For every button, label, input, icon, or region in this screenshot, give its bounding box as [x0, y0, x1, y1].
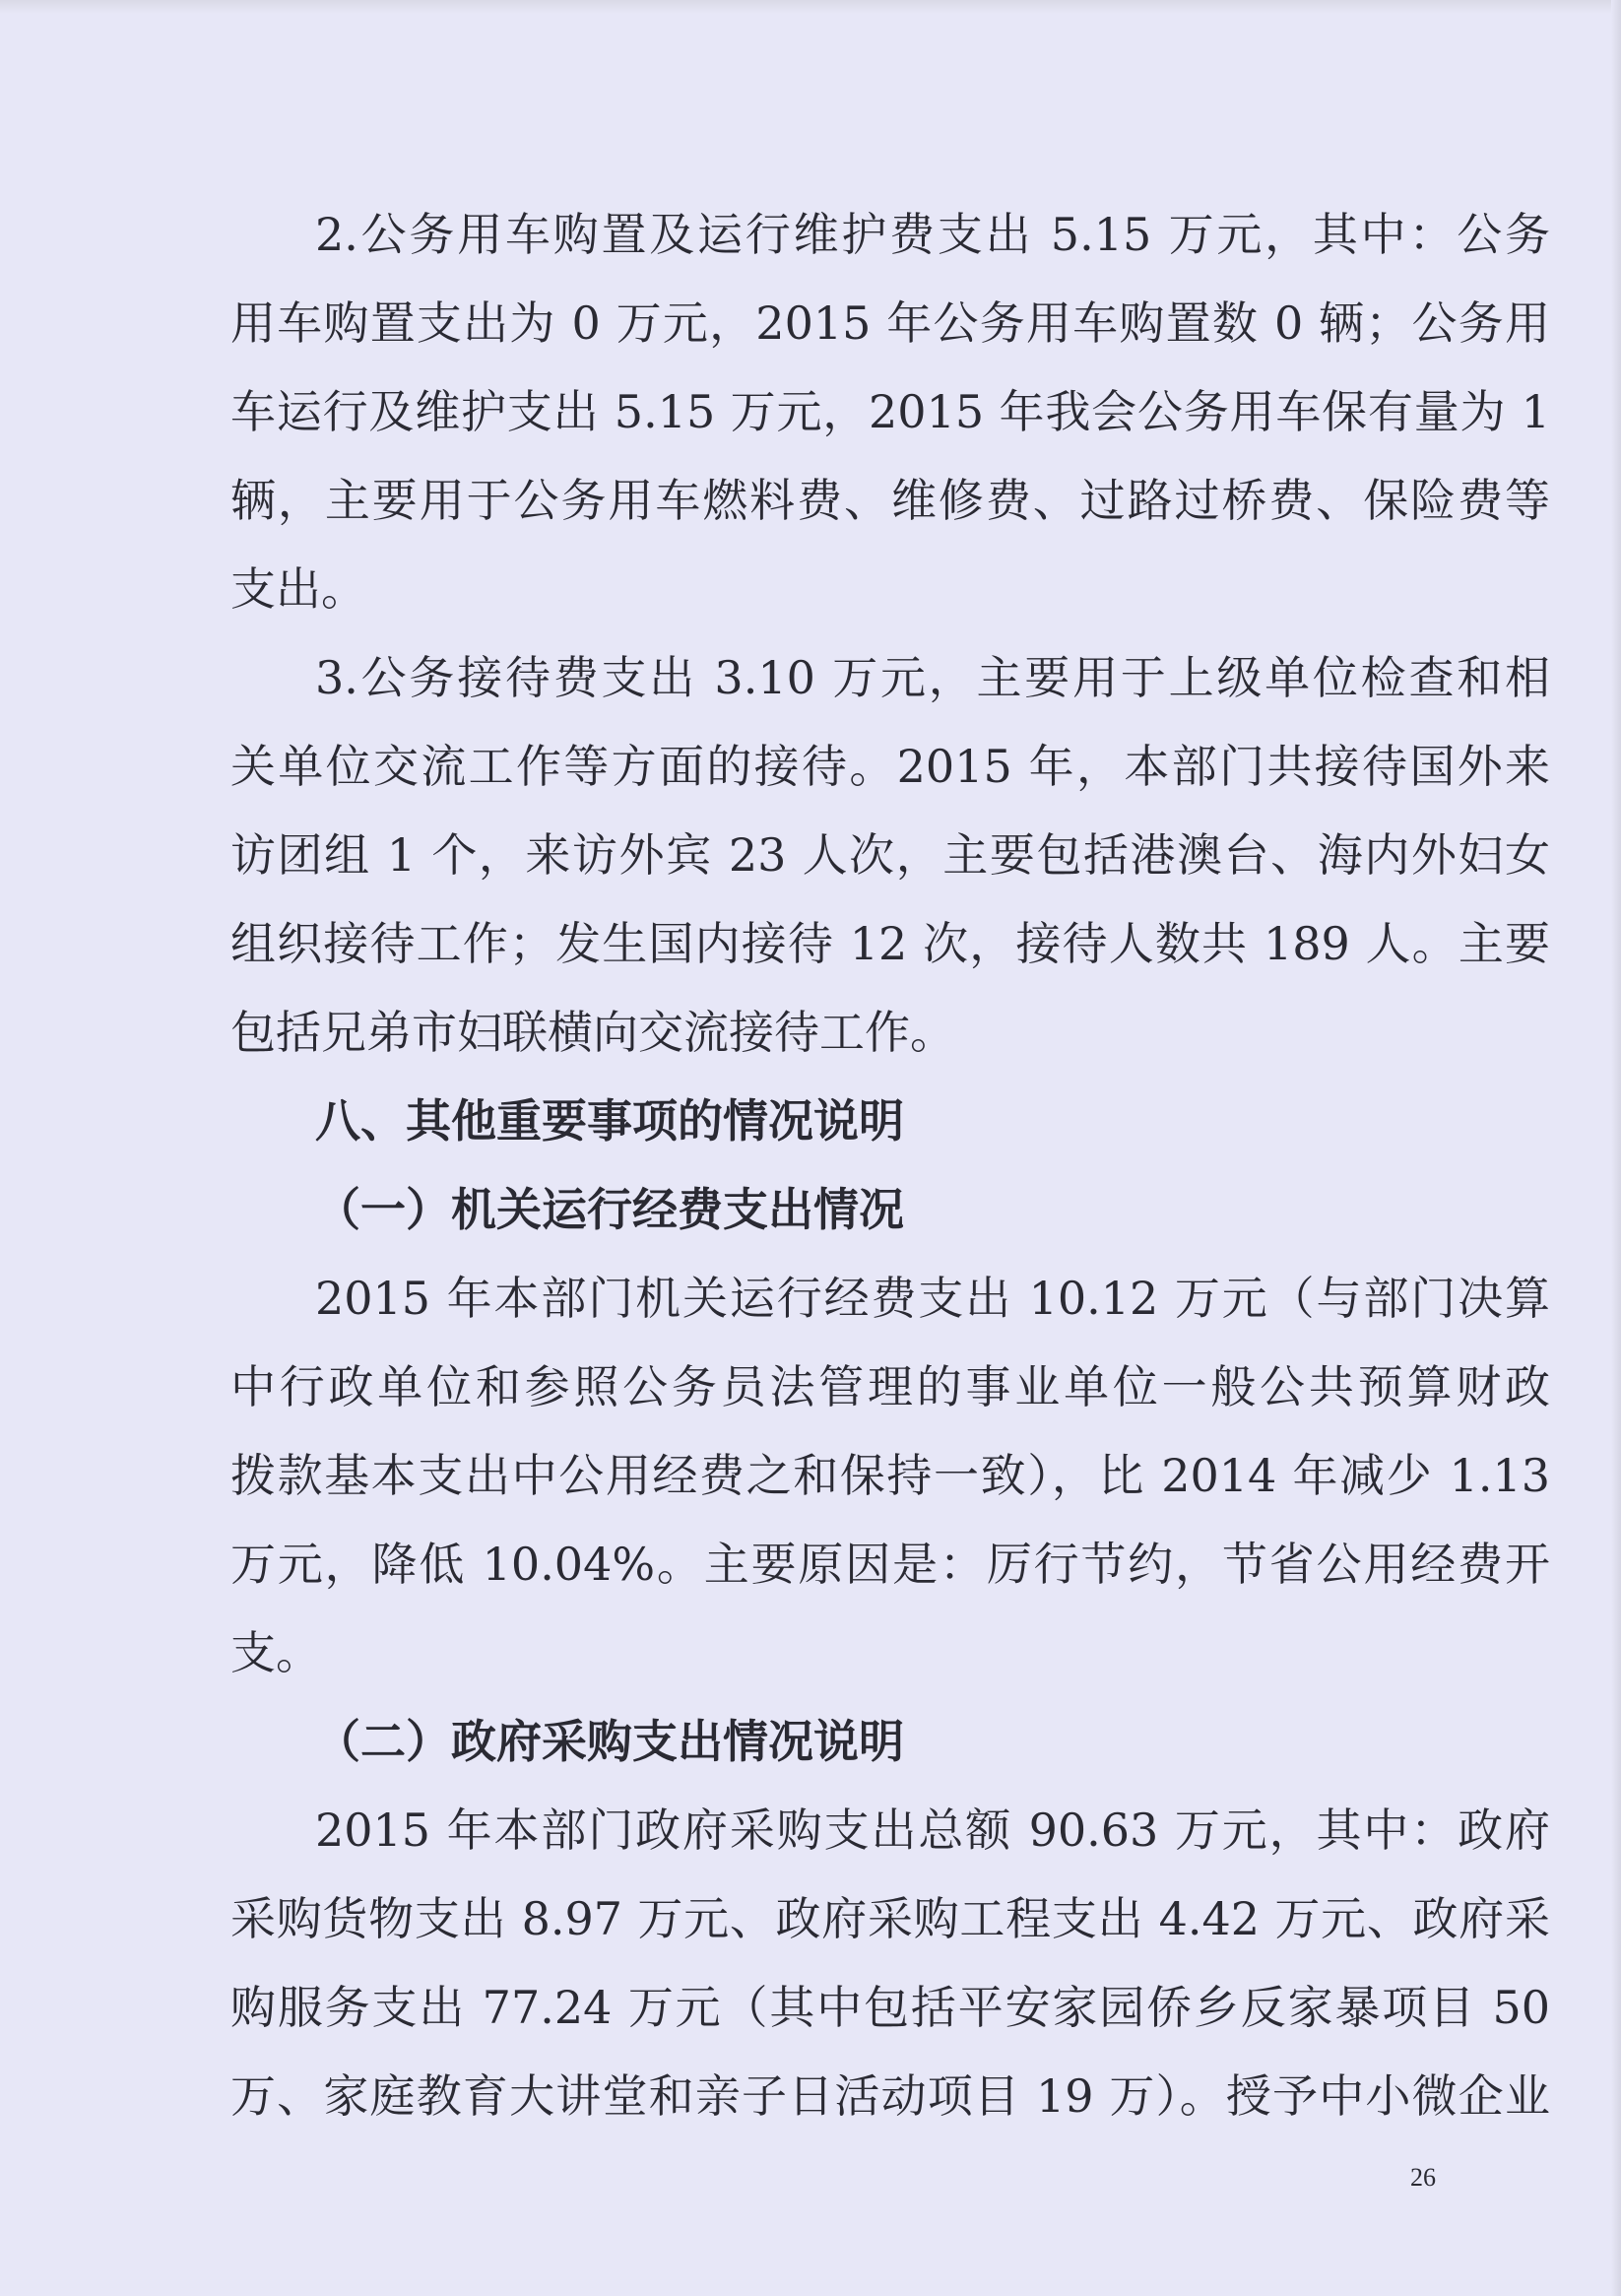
- text-line: 组织接待工作；发生国内接待 12 次，接待人数共 189 人。主要: [230, 917, 1550, 970]
- text-line: 辆，主要用于公务用车燃料费、维修费、过路过桥费、保险费等: [230, 474, 1550, 527]
- section-heading: 八、其他重要事项的情况说明: [315, 1094, 904, 1148]
- page-number: 26: [1410, 2163, 1436, 2192]
- text-line: 拨款基本支出中公用经费之和保持一致），比 2014 年减少 1.13: [230, 1449, 1550, 1502]
- text-line: 3.公务接待费支出 3.10 万元，主要用于上级单位检查和相: [315, 651, 1550, 704]
- text-line: 支出。: [230, 562, 366, 616]
- text-line: 用车购置支出为 0 万元，2015 年公务用车购置数 0 辆；公务用: [230, 296, 1550, 350]
- text-line: 采购货物支出 8.97 万元、政府采购工程支出 4.42 万元、政府采: [230, 1892, 1550, 1945]
- scan-edge-right: [1611, 0, 1621, 2296]
- text-line: 中行政单位和参照公务员法管理的事业单位一般公共预算财政: [230, 1360, 1550, 1413]
- text-line: 访团组 1 个，来访外宾 23 人次，主要包括港澳台、海内外妇女: [230, 828, 1550, 882]
- text-line: 2.公务用车购置及运行维护费支出 5.15 万元，其中：公务: [315, 208, 1550, 261]
- document-body: [230, 0, 1550, 2255]
- text-line: 车运行及维护支出 5.15 万元，2015 年我会公务用车保有量为 1: [230, 385, 1550, 438]
- subsection-heading: （一）机关运行经费支出情况: [315, 1183, 904, 1236]
- text-line: 支。: [230, 1626, 321, 1679]
- subsection-heading: （二）政府采购支出情况说明: [315, 1715, 904, 1768]
- text-line: 万、家庭教育大讲堂和亲子日活动项目 19 万）。授予中小微企业: [230, 2069, 1550, 2123]
- text-line: 购服务支出 77.24 万元（其中包括平安家园侨乡反家暴项目 50: [230, 1981, 1550, 2034]
- text-line: 2015 年本部门政府采购支出总额 90.63 万元，其中：政府: [315, 1804, 1550, 1857]
- text-line: 2015 年本部门机关运行经费支出 10.12 万元（与部门决算: [315, 1272, 1550, 1325]
- text-line: 包括兄弟市妇联横向交流接待工作。: [230, 1006, 955, 1059]
- text-line: 关单位交流工作等方面的接待。2015 年，本部门共接待国外来: [230, 740, 1550, 793]
- text-line: 万元，降低 10.04%。主要原因是：厉行节约，节省公用经费开: [230, 1538, 1550, 1591]
